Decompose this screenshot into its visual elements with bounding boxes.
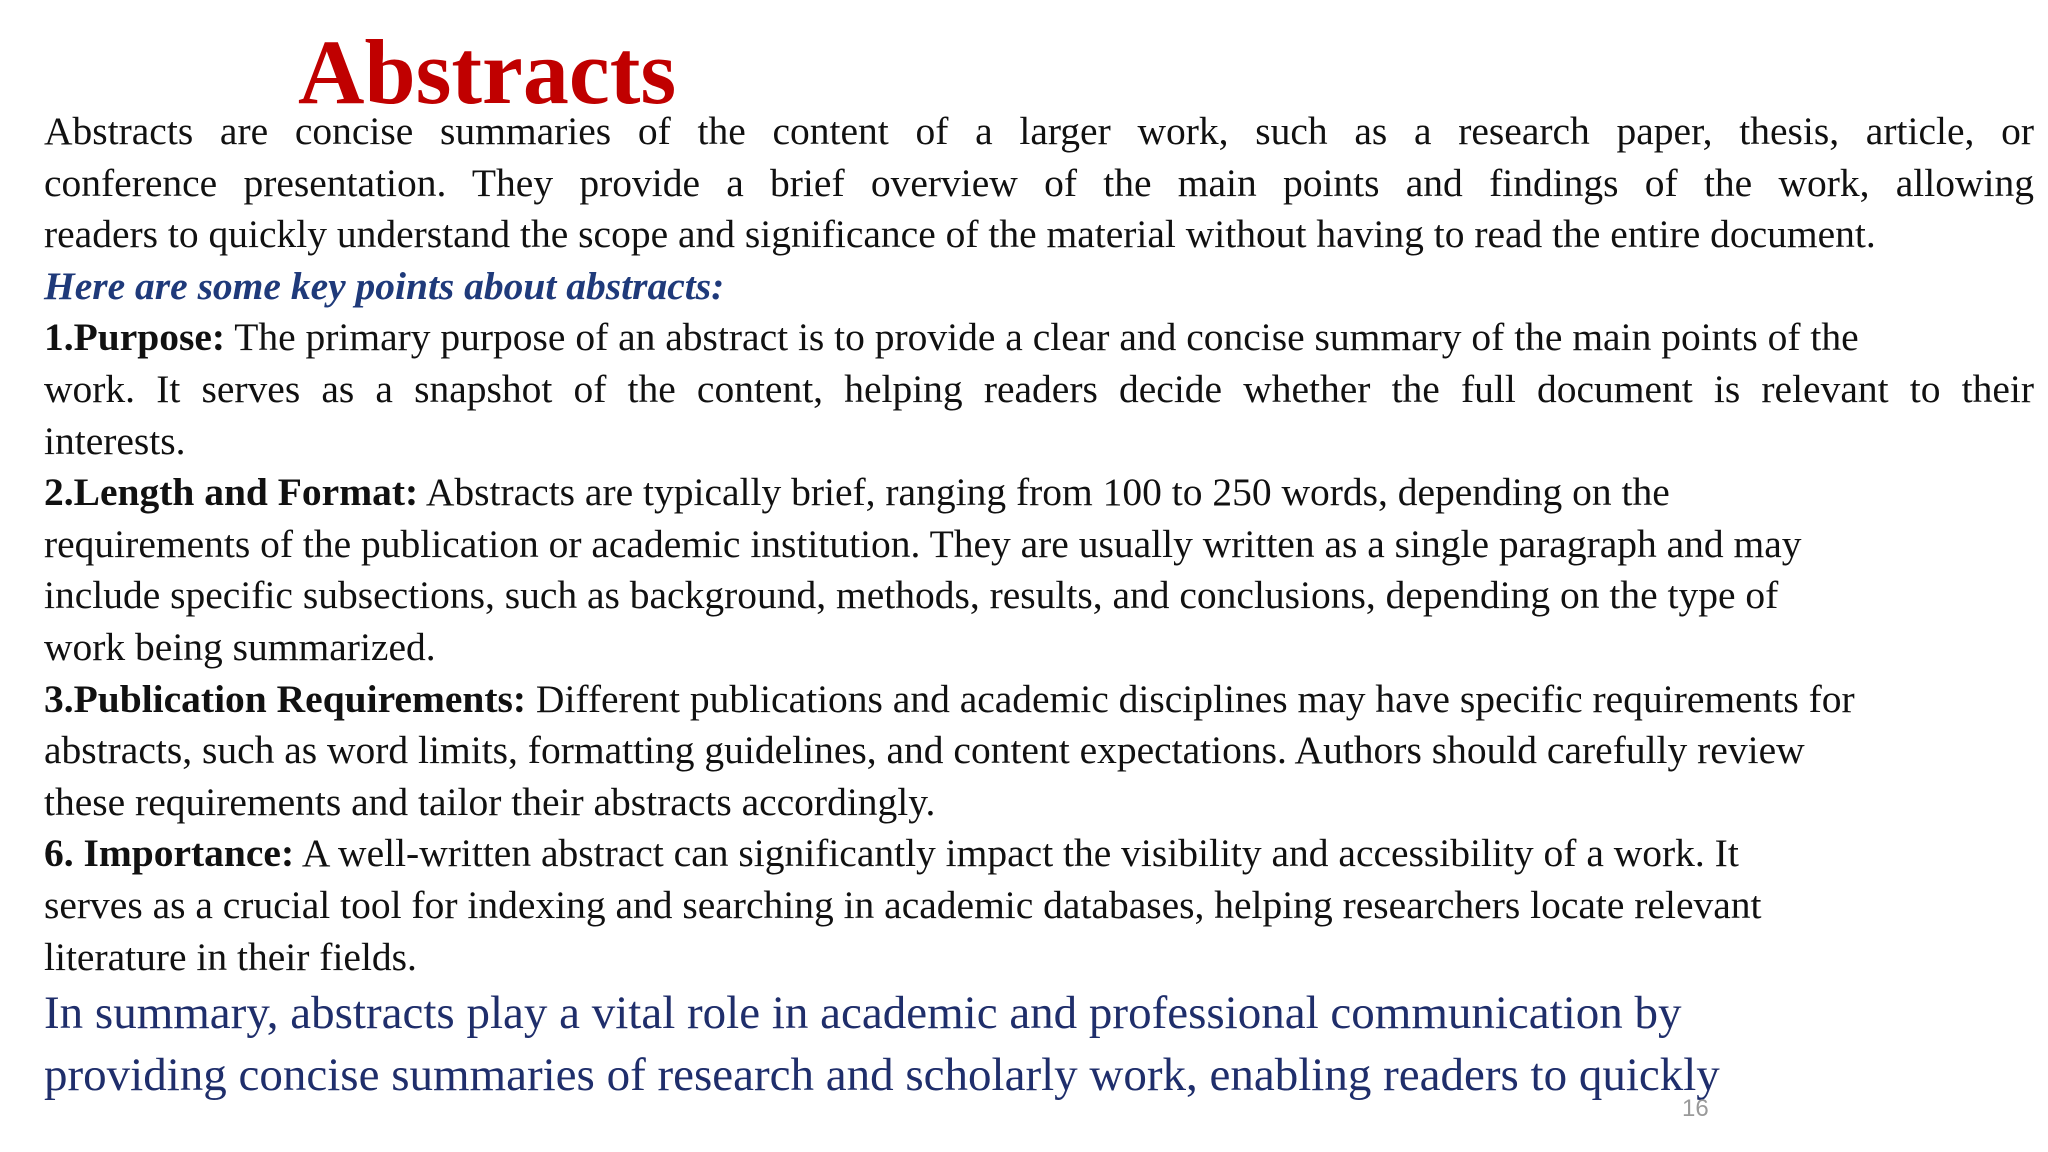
point-importance-line [44,880,2034,932]
point-importance-first-line [44,828,2034,880]
intro-line [44,106,2034,158]
intro-line-text: Abstracts are concise summaries of the content of a larger work, such as a research paper, thesis, article, or [44,109,2034,153]
point-importance-line-text: serves as a crucial tool for indexing and searching in academic databases, helping researchers locate relevant [44,882,1762,927]
summary-paragraph [44,982,2024,1106]
summary-line: providing concise summaries of research and scholarly work, enabling readers to quickly [44,1049,1720,1101]
intro-line-text: readers to quickly understand the scope and significance of the material without having to read the entire document. [44,212,1876,257]
point-publication-line [44,725,2034,777]
point-publication-text: Different publications and academic disciplines may have specific requirements for [526,676,1855,721]
point-purpose-label: 1.Purpose: [44,315,226,360]
page-number: 16 [1682,1095,1709,1122]
point-length-line-text: work being summarized. [44,624,436,669]
point-length-text: Abstracts are typically brief, ranging from 100 to 250 words, depending on the [418,470,1670,515]
point-purpose-first-line [44,312,2034,364]
point-purpose-text: The primary purpose of an abstract is to provide a clear and concise summary of the main points of the [225,315,1859,360]
point-length-line-text: requirements of the publication or academic institution. They are usually written as a single paragraph and may [44,521,1802,566]
point-publication-line [44,777,2034,829]
intro-line [44,209,2034,261]
key-points-subheading: Here are some key points about abstracts: [44,263,725,308]
point-importance-line [44,932,2034,984]
intro-line [44,158,2034,210]
point-publication-line-text: these requirements and tailor their abstracts accordingly. [44,779,936,824]
point-importance-label: 6. Importance: [44,831,295,876]
point-importance-line-text: literature in their fields. [44,934,417,979]
point-publication-label: 3.Publication Requirements: [44,676,527,721]
slide-title: Abstracts [298,21,677,123]
point-publication-first-line [44,674,2034,726]
intro-line-text: conference presentation. They provide a brief overview of the main points and findings of the work, allowing [44,160,2034,205]
point-publication-line-text: abstracts, such as word limits, formatting guidelines, and content expectations. Authors should carefully review [44,728,1805,773]
point-purpose-line [44,416,2034,468]
point-length-label: 2.Length and Format: [44,470,419,515]
point-length-first-line [44,467,2034,519]
summary-line: In summary, abstracts play a vital role in academic and professional communication by [44,987,1682,1039]
point-purpose-line-text: interests. [44,418,186,463]
point-length-line [44,622,2034,674]
slide-body [44,106,2034,983]
point-length-line-text: include specific subsections, such as background, methods, results, and conclusions, depending on the type of [44,573,1779,618]
point-purpose-line-text: work. It serves as a snapshot of the content, helping readers decide whether the full document is relevant to their [44,366,2034,411]
point-importance-text: A well-written abstract can significantly impact the visibility and accessibility of a work. It [294,831,1739,876]
point-length-line [44,519,2034,571]
point-purpose-line [44,364,2034,416]
point-length-line [44,570,2034,622]
